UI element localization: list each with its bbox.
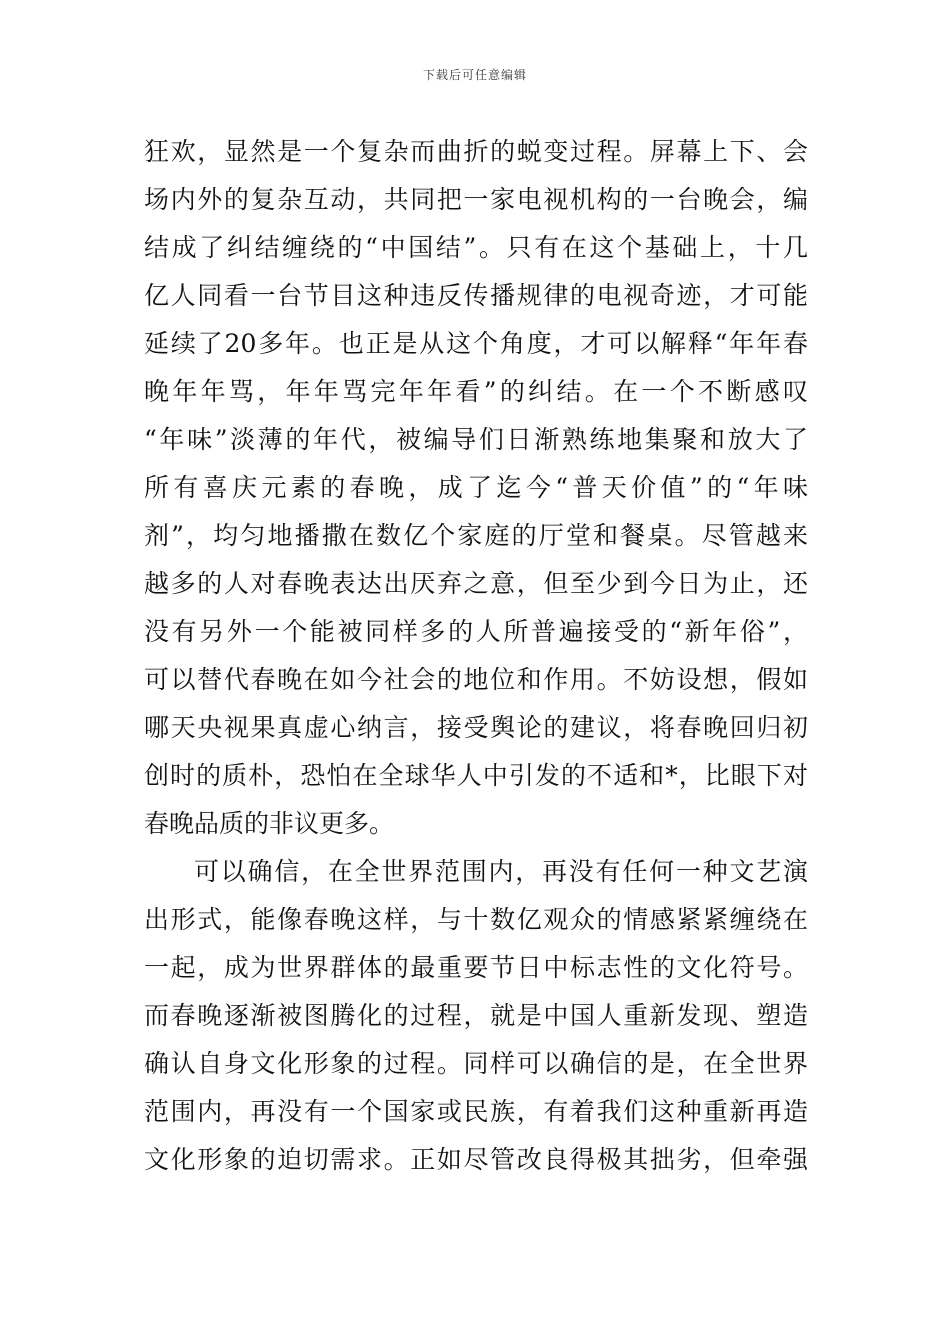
text-line: 确认自身文化形象的过程。同样可以确信的是，在全世界 xyxy=(144,1049,808,1078)
text-line: 范围内，再没有一个国家或民族，有着我们这种重新再造 xyxy=(144,1097,808,1126)
body-text xyxy=(144,128,808,1184)
text-line: 剂”，均匀地播撒在数亿个家庭的厅堂和餐桌。尽管越来 xyxy=(144,521,808,550)
text-line: 可以确信，在全世界范围内，再没有任何一种文艺演 xyxy=(194,857,808,886)
text-line: 可以替代春晚在如今社会的地位和作用。不妨设想，假如 xyxy=(144,665,808,694)
text-line: 哪天央视果真虚心纳言，接受舆论的建议，将春晚回归初 xyxy=(144,713,808,742)
text-line: 越多的人对春晚表达出厌弃之意，但至少到今日为止，还 xyxy=(144,569,808,598)
text-line: 创时的质朴，恐怕在全球华人中引发的不适和*，比眼下对 xyxy=(144,761,808,790)
text-line: 亿人同看一台节目这种违反传播规律的电视奇迹，才可能 xyxy=(144,281,808,310)
text-line: 所有喜庆元素的春晚，成了迄今“普天价值”的“年味 xyxy=(144,473,808,502)
text-line: 延续了20多年。也正是从这个角度，才可以解释“年年春 xyxy=(144,329,808,358)
text-line: 而春晚逐渐被图腾化的过程，就是中国人重新发现、塑造 xyxy=(144,1001,808,1030)
text-line: 春晚品质的非议更多。 xyxy=(144,809,395,838)
text-line: 结成了纠结缠绕的“中国结”。只有在这个基础上，十几 xyxy=(144,233,808,262)
text-line: 出形式，能像春晚这样，与十数亿观众的情感紧紧缠绕在 xyxy=(144,905,808,934)
text-line: 狂欢，显然是一个复杂而曲折的蜕变过程。屏幕上下、会 xyxy=(144,137,808,166)
text-line: 文化形象的迫切需求。正如尽管改良得极其拙劣，但牵强 xyxy=(144,1145,808,1174)
text-line: 一起，成为世界群体的最重要节日中标志性的文化符号。 xyxy=(144,953,808,982)
text-line: “年味”淡薄的年代，被编导们日渐熟练地集聚和放大了 xyxy=(144,425,808,454)
text-line: 场内外的复杂互动，共同把一家电视机构的一台晚会，编 xyxy=(144,185,808,214)
header-note: 下载后可任意编辑 xyxy=(422,68,527,82)
text-line: 没有另外一个能被同样多的人所普遍接受的“新年俗”， xyxy=(144,617,808,646)
text-line: 晚年年骂，年年骂完年年看”的纠结。在一个不断感叹 xyxy=(144,377,808,406)
